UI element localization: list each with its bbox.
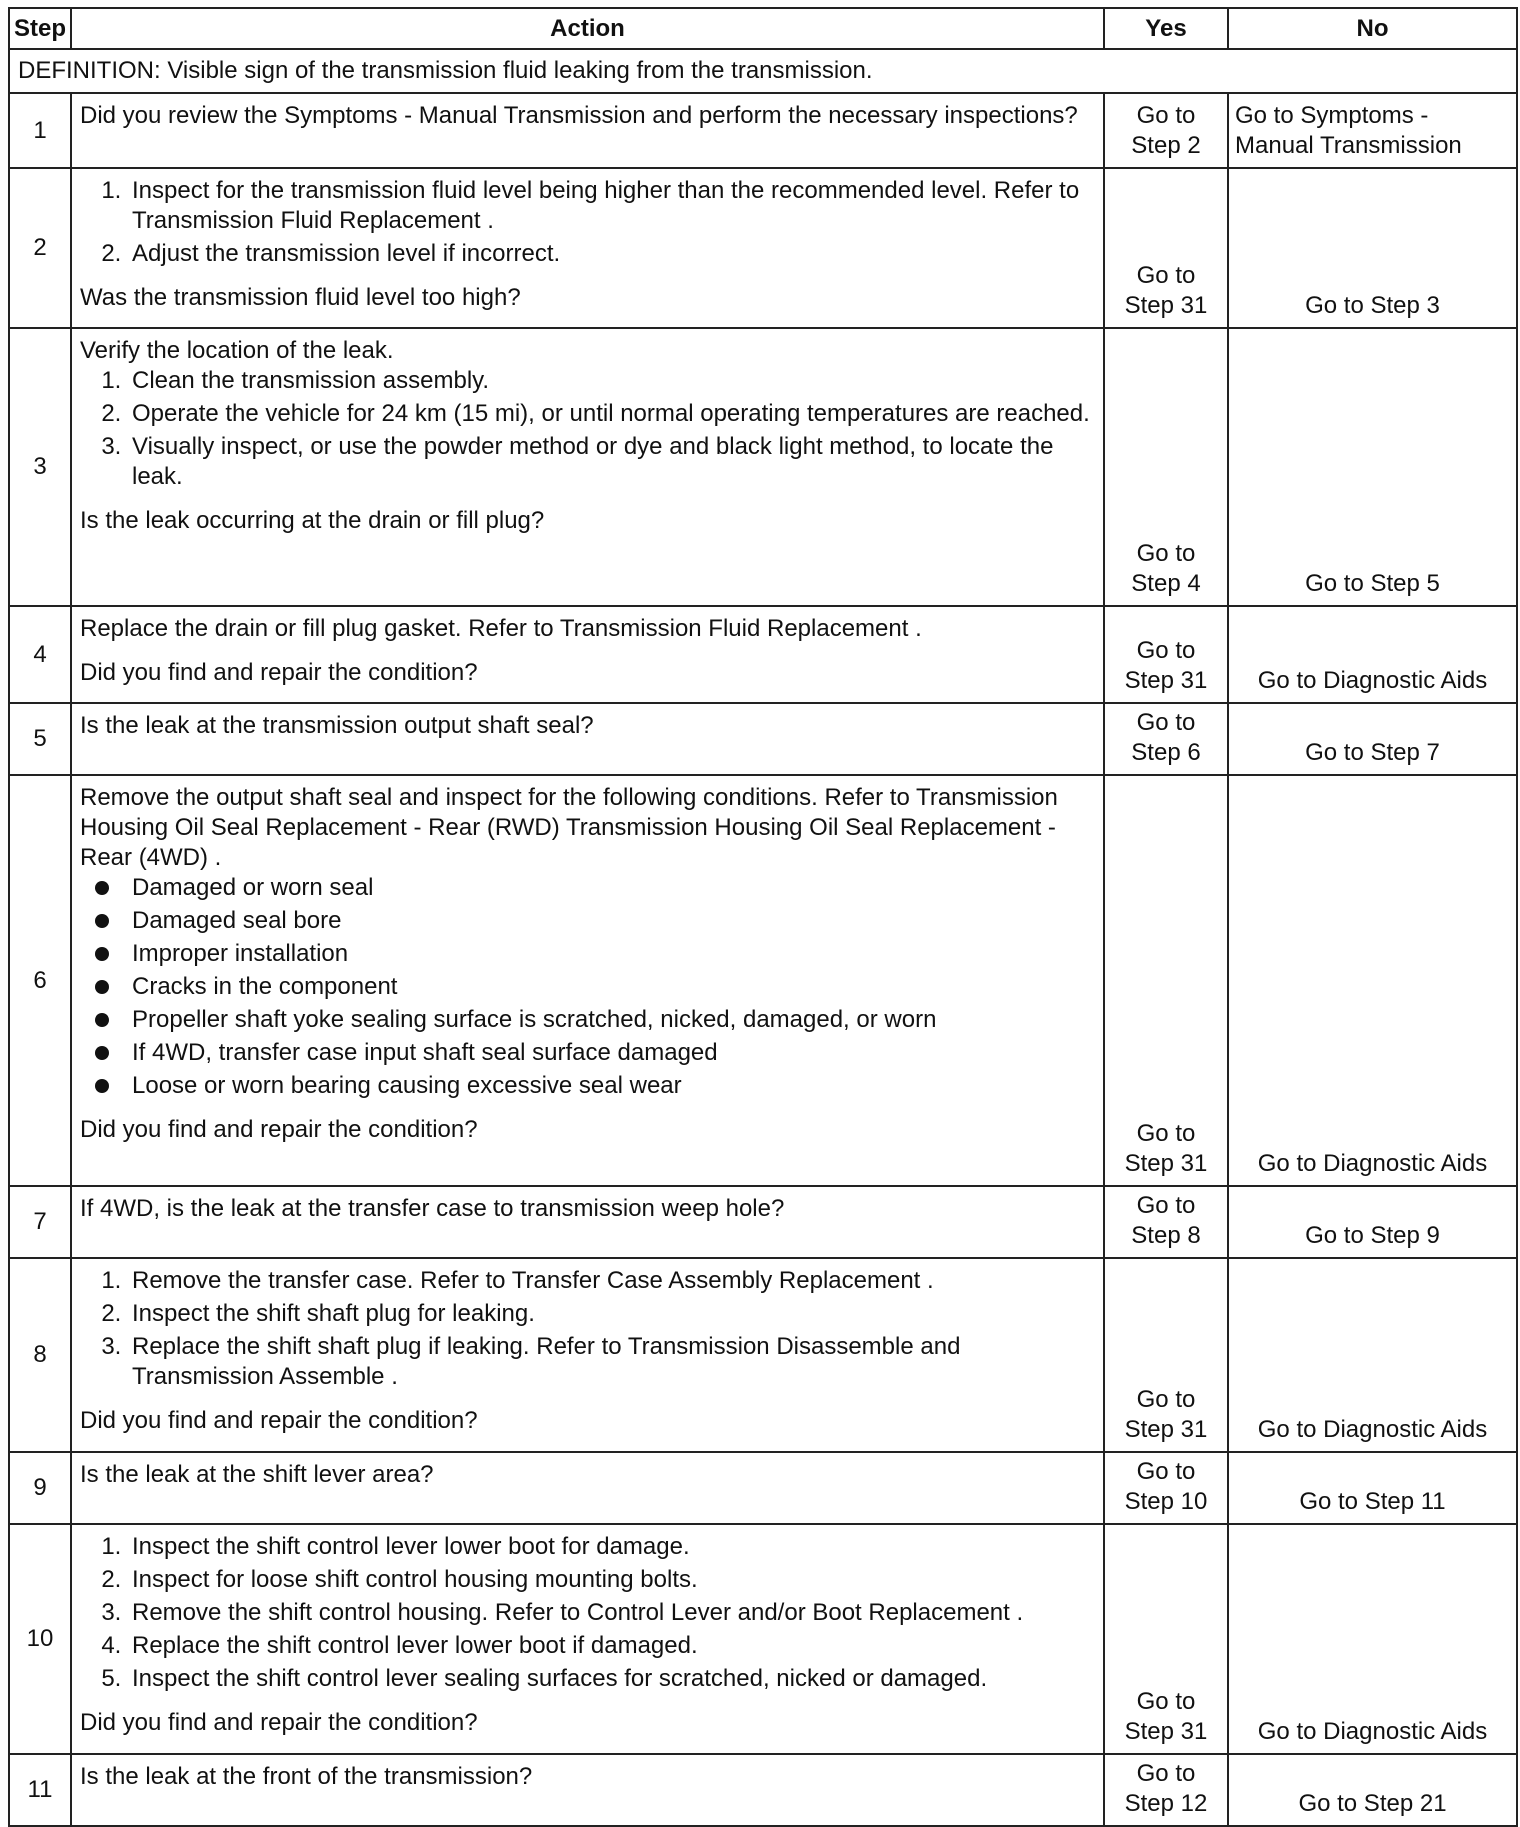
condition-item: [128, 1005, 1093, 1035]
condition-item: [128, 873, 1093, 903]
yes-cell: [1104, 168, 1228, 328]
step-number: 5: [9, 703, 71, 775]
yes-link[interactable]: Go to Step 6: [1131, 709, 1201, 766]
table-row: [9, 1452, 1517, 1524]
header-step: Step: [9, 8, 71, 49]
procedure-step: 2. Operate the vehicle for 24 km (15 mi), or until normal operating temperatures are reached.: [128, 399, 1093, 429]
procedure-step: 3. Replace the shift shaft plug if leaking. Refer to Transmission Disassemble and Transmission Assemble .: [128, 1332, 1093, 1392]
condition-text: Propeller shaft yoke sealing surface is scratched, nicked, damaged, or worn: [132, 1006, 937, 1033]
no-link[interactable]: Go to Diagnostic Aids: [1257, 1150, 1488, 1177]
no-cell: [1228, 1524, 1517, 1754]
action-question: Was the transmission fluid level too high?: [80, 284, 521, 311]
no-cell: [1228, 606, 1517, 703]
action-intro: Remove the output shaft seal and inspect for the following conditions. Refer to Transmission Housing Oil Seal Replacement - Rear (RWD) Transmission Housing Oil Seal Replacement - Rear (4WD) .: [80, 784, 1058, 871]
yes-cell: [1104, 328, 1228, 606]
definition-row: [9, 49, 1517, 93]
table-row: [9, 606, 1517, 703]
condition-item: [128, 1071, 1093, 1101]
header-action: Action: [71, 8, 1104, 49]
step-number: 6: [9, 775, 71, 1186]
yes-cell: [1104, 1452, 1228, 1524]
action-cell: [71, 1186, 1104, 1258]
no-link[interactable]: Go to Step 3: [1305, 292, 1440, 319]
yes-cell: [1104, 1754, 1228, 1826]
no-cell: [1228, 93, 1517, 168]
bullet-icon: [95, 881, 109, 895]
bullet-icon: [95, 980, 109, 994]
header-no: No: [1228, 8, 1517, 49]
condition-text: Cracks in the component: [132, 973, 398, 1000]
no-cell: [1228, 1452, 1517, 1524]
table-row: [9, 775, 1517, 1186]
yes-link[interactable]: Go to Step 10: [1124, 1458, 1208, 1515]
no-link[interactable]: Go to Diagnostic Aids: [1257, 667, 1488, 694]
action-intro: Is the leak at the shift lever area?: [80, 1461, 434, 1488]
procedure-list: [80, 1266, 1093, 1392]
table-row: [9, 168, 1517, 328]
condition-item: [128, 939, 1093, 969]
action-cell: [71, 328, 1104, 606]
condition-item: [128, 906, 1093, 936]
yes-link[interactable]: Go to Step 31: [1124, 1386, 1208, 1443]
yes-link[interactable]: Go to Step 31: [1124, 1120, 1208, 1177]
action-intro: If 4WD, is the leak at the transfer case to transmission weep hole?: [80, 1195, 785, 1222]
step-number: 2: [9, 168, 71, 328]
action-cell: [71, 606, 1104, 703]
no-cell: [1228, 1754, 1517, 1826]
yes-link[interactable]: Go to Step 31: [1124, 637, 1208, 694]
no-link[interactable]: Go to Step 11: [1299, 1488, 1446, 1515]
yes-cell: [1104, 606, 1228, 703]
yes-cell: [1104, 1258, 1228, 1452]
procedure-step: 3. Visually inspect, or use the powder method or dye and black light method, to locate the leak.: [128, 432, 1093, 492]
action-question: Did you find and repair the condition?: [80, 659, 478, 686]
action-question: Did you find and repair the condition?: [80, 1116, 478, 1143]
procedure-list: [80, 176, 1093, 269]
no-link[interactable]: Go to Diagnostic Aids: [1257, 1718, 1488, 1745]
procedure-step: 2. Inspect for loose shift control housing mounting bolts.: [128, 1565, 1093, 1595]
header-row: [9, 8, 1517, 49]
yes-link[interactable]: Go to Step 2: [1131, 102, 1201, 159]
condition-text: Damaged seal bore: [132, 907, 342, 934]
bullet-icon: [95, 1046, 109, 1060]
yes-cell: [1104, 1186, 1228, 1258]
action-cell: [71, 1452, 1104, 1524]
condition-text: If 4WD, transfer case input shaft seal surface damaged: [132, 1039, 718, 1066]
diagnostic-table: [8, 7, 1518, 1827]
action-cell: [71, 93, 1104, 168]
no-cell: [1228, 168, 1517, 328]
step-number: 1: [9, 93, 71, 168]
yes-link[interactable]: Go to Step 4: [1131, 540, 1201, 597]
no-link[interactable]: Go to Diagnostic Aids: [1257, 1416, 1488, 1443]
no-cell: [1228, 775, 1517, 1186]
bullet-icon: [95, 947, 109, 961]
procedure-step: 1. Clean the transmission assembly.: [128, 366, 1093, 396]
no-link[interactable]: Go to Step 7: [1305, 739, 1440, 766]
procedure-step: 1. Inspect the shift control lever lower boot for damage.: [128, 1532, 1093, 1562]
action-intro: Is the leak at the transmission output shaft seal?: [80, 712, 594, 739]
action-question: Did you review the Symptoms - Manual Transmission and perform the necessary inspections?: [80, 102, 1078, 129]
action-question: Did you find and repair the condition?: [80, 1709, 478, 1736]
yes-cell: [1104, 93, 1228, 168]
no-link[interactable]: Go to Step 5: [1305, 570, 1440, 597]
procedure-step: 2. Inspect the shift shaft plug for leaking.: [128, 1299, 1093, 1329]
yes-cell: [1104, 775, 1228, 1186]
yes-cell: [1104, 703, 1228, 775]
no-cell: [1228, 1258, 1517, 1452]
action-intro: Replace the drain or fill plug gasket. Refer to Transmission Fluid Replacement .: [80, 615, 922, 642]
step-number: 7: [9, 1186, 71, 1258]
yes-link[interactable]: Go to Step 8: [1131, 1192, 1201, 1249]
procedure-step: 5. Inspect the shift control lever sealing surfaces for scratched, nicked or damaged.: [128, 1664, 1093, 1694]
action-intro: Verify the location of the leak.: [80, 337, 394, 364]
no-link[interactable]: Go to Step 9: [1305, 1222, 1440, 1249]
condition-list: [80, 873, 1093, 1101]
yes-link[interactable]: Go to Step 12: [1124, 1760, 1208, 1817]
table-row: [9, 1258, 1517, 1452]
no-cell: [1228, 703, 1517, 775]
step-number: 3: [9, 328, 71, 606]
definition-text: DEFINITION: Visible sign of the transmission fluid leaking from the transmission.: [9, 49, 1517, 93]
table-row: [9, 1754, 1517, 1826]
bullet-icon: [95, 1079, 109, 1093]
procedure-step: 4. Replace the shift control lever lower boot if damaged.: [128, 1631, 1093, 1661]
condition-text: Damaged or worn seal: [132, 874, 374, 901]
no-cell: [1228, 328, 1517, 606]
procedure-step: 1. Inspect for the transmission fluid level being higher than the recommended level. Refer to Transmission Fluid Replacement .: [128, 176, 1093, 236]
condition-item: [128, 1038, 1093, 1068]
table-row: [9, 703, 1517, 775]
action-intro: Is the leak at the front of the transmission?: [80, 1763, 533, 1790]
step-number: 9: [9, 1452, 71, 1524]
action-cell: [71, 168, 1104, 328]
action-cell: [71, 1754, 1104, 1826]
action-question: Did you find and repair the condition?: [80, 1407, 478, 1434]
action-question: Is the leak occurring at the drain or fill plug?: [80, 507, 545, 534]
action-cell: [71, 1524, 1104, 1754]
condition-text: Improper installation: [132, 940, 349, 967]
no-link[interactable]: Go to Step 21: [1298, 1790, 1447, 1817]
table-row: [9, 93, 1517, 168]
procedure-list: [80, 366, 1093, 492]
table-row: [9, 1524, 1517, 1754]
step-number: 4: [9, 606, 71, 703]
action-cell: [71, 775, 1104, 1186]
bullet-icon: [95, 1013, 109, 1027]
condition-text: Loose or worn bearing causing excessive seal wear: [132, 1072, 682, 1099]
procedure-step: 3. Remove the shift control housing. Refer to Control Lever and/or Boot Replacement .: [128, 1598, 1093, 1628]
action-cell: [71, 703, 1104, 775]
condition-item: [128, 972, 1093, 1002]
table-row: [9, 1186, 1517, 1258]
step-number: 10: [9, 1524, 71, 1754]
step-number: 8: [9, 1258, 71, 1452]
no-cell: [1228, 1186, 1517, 1258]
procedure-step: 1. Remove the transfer case. Refer to Transfer Case Assembly Replacement .: [128, 1266, 1093, 1296]
yes-cell: [1104, 1524, 1228, 1754]
action-cell: [71, 1258, 1104, 1452]
bullet-icon: [95, 914, 109, 928]
header-yes: Yes: [1104, 8, 1228, 49]
step-number: 11: [9, 1754, 71, 1826]
procedure-step: 2. Adjust the transmission level if incorrect.: [128, 239, 1093, 269]
yes-link[interactable]: Go to Step 31: [1124, 262, 1208, 319]
yes-link[interactable]: Go to Step 31: [1124, 1688, 1208, 1745]
no-link[interactable]: Go to Symptoms - Manual Transmission: [1235, 102, 1462, 159]
table-row: [9, 328, 1517, 606]
procedure-list: [80, 1532, 1093, 1694]
